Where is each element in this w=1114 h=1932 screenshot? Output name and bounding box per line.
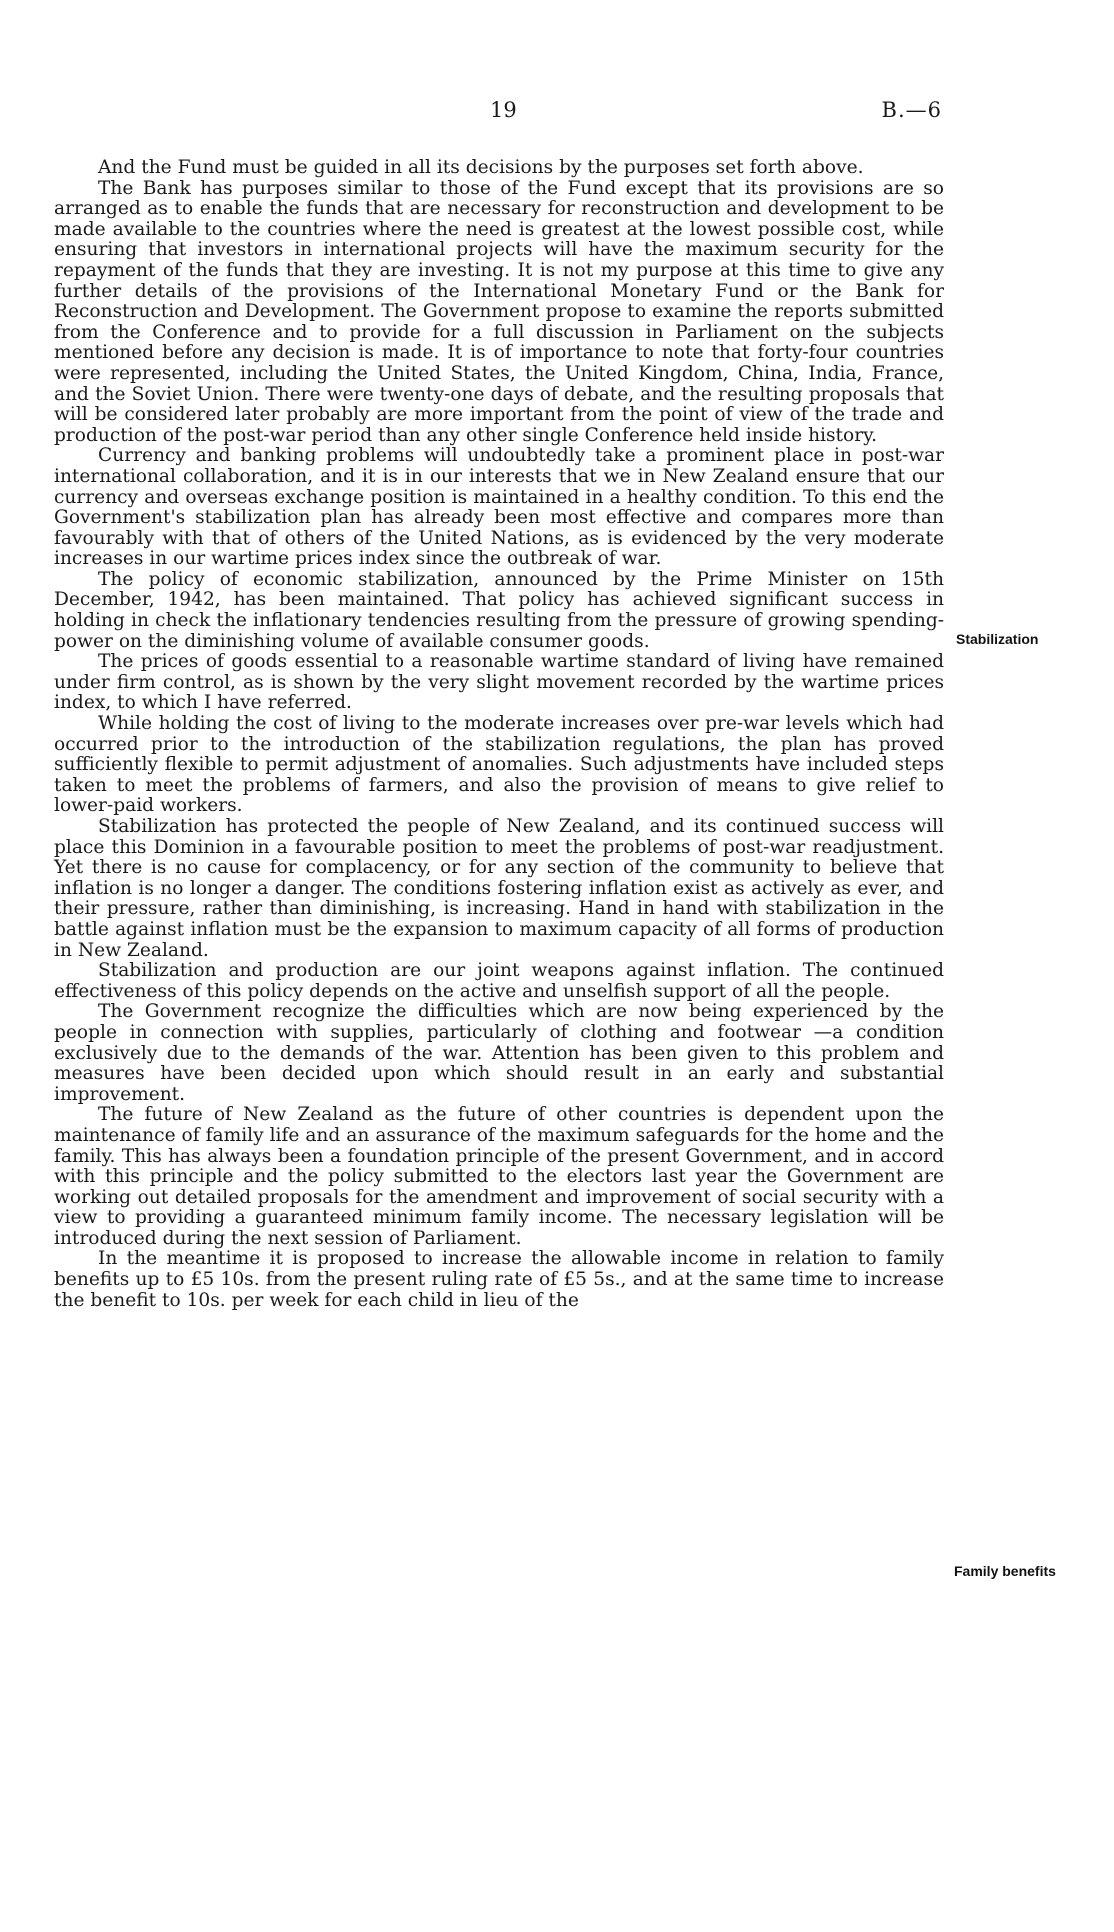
page-number: 19 — [490, 98, 517, 122]
paragraph: In the meantime it is proposed to increase the allowable income in relation to family benefits up to £5 10s. from the present ruling rate of £5 5s., and at the same time to increase the benefit to 10s. per week for each child in lieu of the — [54, 1248, 944, 1311]
paragraph: Currency and banking problems will undoubtedly take a prominent place in post-war international collaboration, and it is in our interests that we in New Zealand ensure that our currency and overseas exchange position is maintained in a healthy condition. To this end the Government's stabilization plan has already been most effective and compares more than favourably with that of others of the United Nations, as is evidenced by the very moderate increases in our wartime prices index since the outbreak of war. — [54, 445, 944, 570]
document-reference: B.—6 — [881, 98, 942, 122]
paragraph: While holding the cost of living to the moderate increases over pre-war levels which had occurred prior to the introduction of the stabilization regulations, the plan has proved sufficiently flexible to permit adjustment of anomalies. Such adjustments have included steps taken to meet the problems of farmers, and also the provision of means to give relief to lower-paid workers. — [54, 713, 944, 817]
paragraph: Stabilization and production are our joint weapons against inflation. The continued effectiveness of this policy depends on the active and unselfish support of all the people. — [54, 960, 944, 1002]
paragraph: And the Fund must be guided in all its decisions by the purposes set forth above. — [98, 157, 864, 178]
paragraph: The future of New Zealand as the future of other countries is dependent upon the maintenance of family life and an assurance of the maximum safeguards for the home and the family. This has always been a foundation principle of the present Government, and in accord with this principle and the policy submitted to the electors last year the Government are working out detailed proposals for the amendment and improvement of social security with a view to providing a guaranteed minimum family income. The necessary legislation will be introduced during the next session of Parliament. — [54, 1104, 944, 1249]
marginal-note-family-benefits: Family benefits — [954, 1563, 1056, 1579]
paragraph: Stabilization has protected the people of New Zealand, and its continued success will place this Dominion in a favourable position to meet the problems of post-war readjustment. Yet there is no cause for complacency, or for any section of the community to believe that inflation is no longer a danger. The conditions fostering inflation exist as actively as ever, and their pressure, rather than diminishing, is increasing. Hand in hand with stabilization in the battle against inflation must be the expansion to maximum capacity of all forms of production in New Zealand. — [54, 816, 944, 961]
paragraph: The Bank has purposes similar to those of the Fund except that its provisions are so arranged as to enable the funds that are necessary for reconstruction and development to be made available to the countries where the need is greatest at the lowest possible cost, while ensuring that investors in international projects will have the maximum security for the repayment of the funds that they are investing. It is not my purpose at this time to give any further details of the provisions of the International Monetary Fund or the Bank for Reconstruction and Development. The Government propose to examine the reports submitted from the Conference and to provide for a full discussion in Parliament on the subjects mentioned before any decision is made. It is of importance to note that forty-four countries were represented, including the United States, the United Kingdom, China, India, France, and the Soviet Union. There were twenty-one days of debate, and the resulting proposals that will be considered later probably are more important from the point of view of the trade and production of the post-war period than any other single Conference held inside history. — [54, 177, 944, 446]
paragraph: The policy of economic stabilization, announced by the Prime Minister on 15th December, 1942, has been maintained. That policy has achieved significant success in holding in check the inflationary tendencies resulting from the pressure of growing spending-power on the diminishing volume of available consumer goods. — [54, 568, 944, 652]
body-text — [54, 158, 944, 1311]
paragraph: The prices of goods essential to a reasonable wartime standard of living have remained under firm control, as is shown by the very slight movement recorded by the wartime prices index, to which I have referred. — [54, 651, 944, 714]
paragraph: The Government recognize the difficulties which are now being experienced by the people in connection with supplies, particularly of clothing and footwear —a condition exclusively due to the demands of the war. Attention has been given to this problem and measures have been decided upon which should result in an early and substantial improvement. — [54, 1001, 944, 1105]
marginal-note-stabilization: Stabilization — [956, 631, 1039, 647]
